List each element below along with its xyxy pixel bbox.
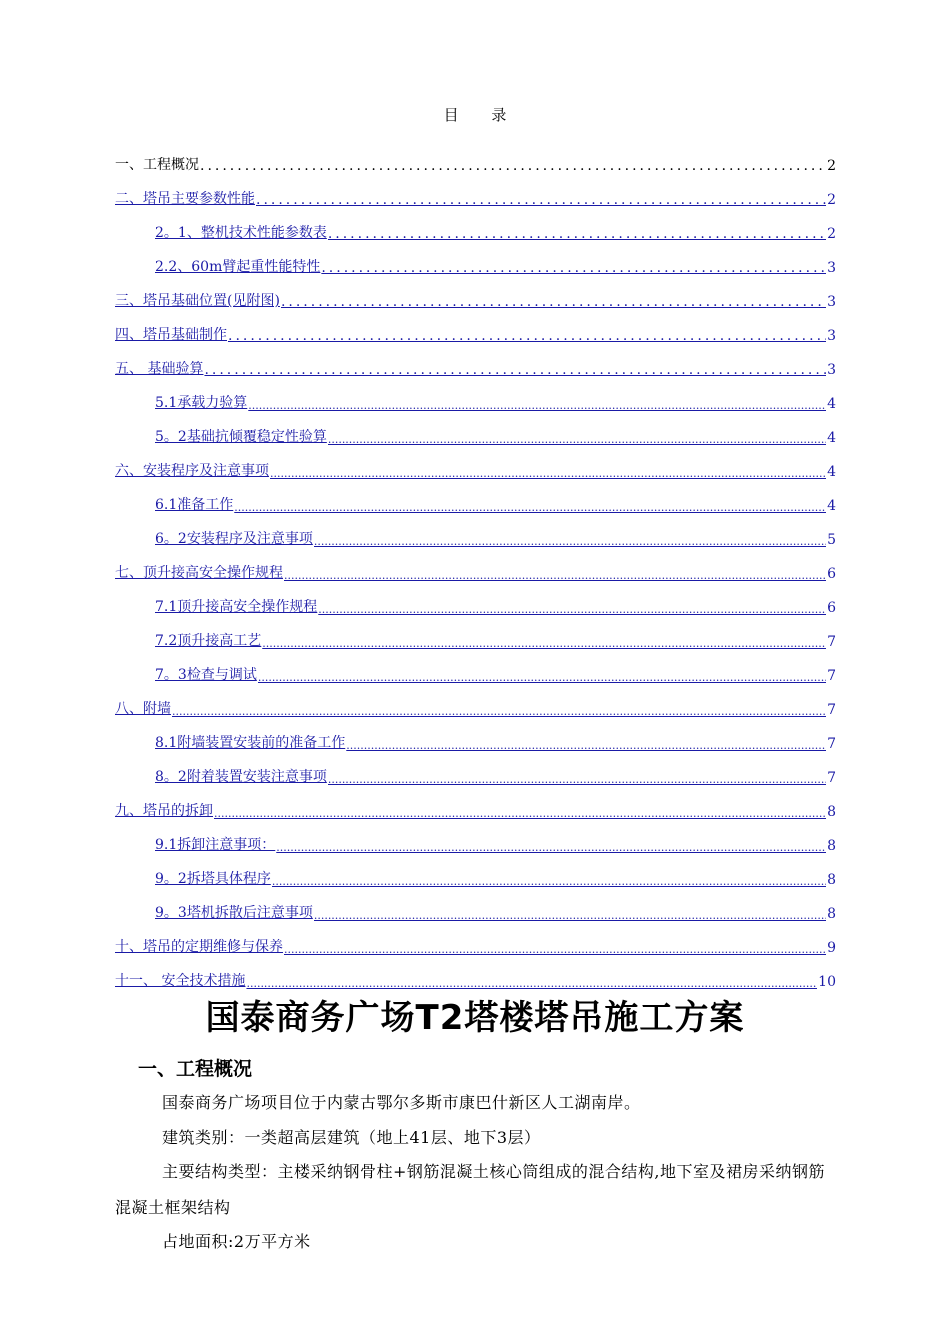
toc-entry[interactable]	[115, 922, 836, 956]
toc-entry[interactable]	[115, 752, 836, 786]
toc-entry-title: 5。2基础抗倾覆稳定性验算	[155, 429, 327, 445]
toc-entry-page: 2	[827, 192, 836, 208]
toc-entry[interactable]	[115, 616, 836, 650]
toc-entry-title: 8.1附墙装置安装前的准备工作	[155, 735, 346, 751]
toc-entry[interactable]	[115, 718, 836, 752]
toc-entry-title: 九、塔吊的拆卸	[115, 803, 213, 819]
toc-entry-page: 4	[827, 464, 836, 480]
toc-entry-page: 2	[827, 158, 836, 174]
paragraph-structure-type: 主要结构类型：主楼采纳钢骨柱+钢筋混凝土核心筒组成的混合结构,地下室及裙房采纳钢筋混凝土框架结构	[115, 1162, 825, 1217]
paragraph-building-class: 建筑类别：一类超高层建筑（地上41层、地下3层）	[162, 1128, 541, 1147]
toc-entry-page: 6	[827, 566, 836, 582]
toc-entry-page: 10	[818, 974, 836, 990]
toc-entry-title: 2.2、60m臂起重性能特性	[155, 259, 321, 275]
paragraph-location: 国泰商务广场项目位于内蒙古鄂尔多斯市康巴什新区人工湖南岸。	[162, 1093, 641, 1112]
toc-entry[interactable]	[115, 514, 836, 548]
toc-entry-page: 4	[827, 498, 836, 514]
toc-entry-title: 9。2拆塔具体程序	[155, 871, 271, 887]
toc-entry[interactable]	[115, 582, 836, 616]
section-heading: 一、工程概况	[138, 1058, 253, 1080]
toc-entry-title: 5.1承载力验算	[155, 395, 248, 411]
toc-leader-dots	[314, 535, 826, 548]
toc-entry-title: 六、安装程序及注意事项	[115, 463, 269, 479]
toc-leader-dots	[346, 739, 826, 752]
toc-entry-title: 2。1、整机技术性能参数表	[155, 225, 327, 241]
toc-entry-page: 8	[827, 804, 836, 820]
toc-entry[interactable]	[115, 242, 836, 276]
toc-entry-page: 3	[827, 260, 836, 276]
toc-entry-title: 二、塔吊主要参数性能	[115, 191, 255, 207]
toc-leader-dots	[276, 841, 826, 854]
toc-entry[interactable]	[115, 310, 836, 344]
toc-leader-dots	[258, 671, 826, 684]
toc-leader-dots	[228, 328, 826, 344]
toc-entry-page: 6	[827, 600, 836, 616]
toc-entry-page: 3	[827, 328, 836, 344]
toc-entry[interactable]	[115, 208, 836, 242]
toc-leader-dots	[270, 467, 826, 480]
toc-entry-title: 7.1顶升接高安全操作规程	[155, 599, 318, 615]
toc-entry-page: 7	[827, 634, 836, 650]
toc-entry[interactable]	[115, 140, 836, 174]
toc-leader-dots	[200, 158, 826, 174]
toc-leader-dots	[204, 362, 826, 378]
toc-leader-dots	[272, 875, 826, 888]
toc-leader-dots	[314, 909, 826, 922]
toc-leader-dots	[246, 977, 817, 990]
toc-leader-dots	[256, 192, 826, 208]
toc-entry-page: 7	[827, 770, 836, 786]
toc-entry[interactable]	[115, 956, 836, 990]
toc-entry-page: 7	[827, 736, 836, 752]
toc-entry-title: 8。2附着装置安装注意事项	[155, 769, 327, 785]
toc-entry-title: 十、塔吊的定期维修与保养	[115, 939, 283, 955]
paragraph-site-area: 占地面积:2万平方米	[162, 1232, 311, 1251]
toc-entry[interactable]	[115, 344, 836, 378]
toc-leader-dots	[262, 637, 826, 650]
toc-entry-page: 7	[827, 668, 836, 684]
toc-leader-dots	[284, 943, 826, 956]
toc-leader-dots	[284, 569, 826, 582]
toc-leader-dots	[248, 399, 826, 412]
toc-entry[interactable]	[115, 854, 836, 888]
toc-entry-page: 8	[827, 906, 836, 922]
toc-leader-dots	[214, 807, 826, 820]
toc-title: 目 录	[443, 106, 521, 124]
toc-entry-title: 9.1拆卸注意事项：	[155, 837, 276, 853]
toc-entry[interactable]	[115, 174, 836, 208]
toc-entry-title: 7。3检查与调试	[155, 667, 257, 683]
toc-entry[interactable]	[115, 480, 836, 514]
toc-entry[interactable]	[115, 786, 836, 820]
toc-entry[interactable]	[115, 276, 836, 310]
toc-entry-page: 3	[827, 362, 836, 378]
toc-entry-title: 五、 基础验算	[115, 361, 204, 377]
toc-leader-dots	[281, 294, 826, 310]
toc-entry-page: 3	[827, 294, 836, 310]
toc-leader-dots	[321, 260, 826, 276]
toc-entry[interactable]	[115, 378, 836, 412]
toc-entry-page: 7	[827, 702, 836, 718]
toc-entry-title: 6.1准备工作	[155, 497, 234, 513]
toc-entry-title: 6。2安装程序及注意事项	[155, 531, 313, 547]
toc-entry[interactable]	[115, 548, 836, 582]
toc-entry-page: 2	[827, 226, 836, 242]
toc-leader-dots	[234, 501, 826, 514]
toc-leader-dots	[172, 705, 826, 718]
toc-entry[interactable]	[115, 650, 836, 684]
toc-leader-dots	[328, 226, 826, 242]
toc-entry-title: 三、塔吊基础位置(见附图)	[115, 293, 280, 309]
toc-leader-dots	[328, 773, 826, 786]
toc-leader-dots	[328, 433, 826, 446]
toc-entry-title: 七、顶升接高安全操作规程	[115, 565, 283, 581]
toc-entry-page: 9	[827, 940, 836, 956]
toc-entry-page: 5	[827, 532, 836, 548]
toc-entry-title: 四、塔吊基础制作	[115, 327, 227, 343]
table-of-contents	[115, 140, 836, 990]
toc-entry[interactable]	[115, 888, 836, 922]
toc-entry-page: 8	[827, 872, 836, 888]
toc-entry[interactable]	[115, 820, 836, 854]
toc-entry[interactable]	[115, 684, 836, 718]
toc-entry-title: 十一、 安全技术措施	[115, 973, 246, 989]
toc-entry-page: 4	[827, 396, 836, 412]
toc-entry-title: 一、工程概况	[115, 157, 199, 173]
toc-entry-title: 7.2顶升接高工艺	[155, 633, 262, 649]
toc-entry-title: 9。3塔机拆散后注意事项	[155, 905, 313, 921]
document-title: 国泰商务广场T2塔楼塔吊施工方案	[205, 998, 745, 1038]
toc-entry-page: 4	[827, 430, 836, 446]
toc-entry-page: 8	[827, 838, 836, 854]
toc-entry[interactable]	[115, 446, 836, 480]
toc-entry[interactable]	[115, 412, 836, 446]
toc-entry-title: 八、附墙	[115, 701, 171, 717]
toc-leader-dots	[318, 603, 826, 616]
